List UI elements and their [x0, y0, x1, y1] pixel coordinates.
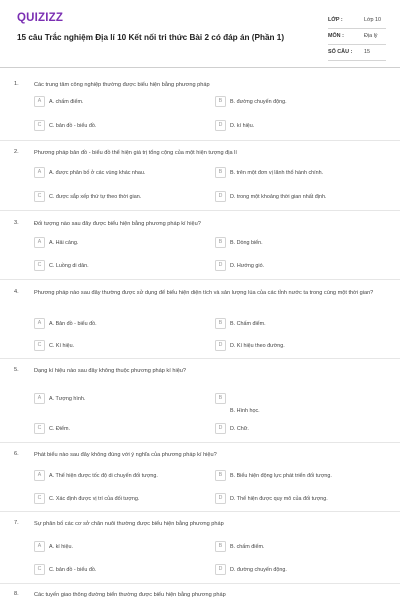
option-letter-box: D	[215, 120, 226, 131]
question-number: 2.	[14, 149, 19, 155]
question-number: 6.	[14, 451, 19, 457]
option-text: A. Bản đồ - biểu đồ.	[49, 320, 97, 327]
option-text: A. kí hiệu.	[49, 543, 73, 550]
question-text: Các trung tâm công nghiệp thường được biểu hiện bằng phương pháp	[34, 82, 210, 88]
meta-value: Lớp 10	[364, 17, 382, 23]
divider	[0, 358, 400, 359]
option-text: B. Biểu hiện động lực phát triển đối tượng.	[230, 472, 332, 479]
question-text: Phát biểu nào sau đây không đúng với ý nghĩa của phương pháp kí hiệu?	[34, 452, 217, 458]
meta-row-count	[328, 45, 386, 61]
divider	[0, 583, 400, 584]
option-letter-box: A	[34, 393, 45, 404]
option-letter-box: C	[34, 260, 45, 271]
option-letter-box: C	[34, 191, 45, 202]
option-text: B. trên một đơn vị lãnh thổ hành chính.	[230, 169, 324, 176]
option-text: B. đường chuyển động.	[230, 98, 287, 105]
option-letter-box: B	[215, 541, 226, 552]
option-text: D. Chữ.	[230, 425, 249, 432]
option-letter-box: A	[34, 470, 45, 481]
option-letter-box: B	[215, 393, 226, 404]
question-text: Phương pháp nào sau đây thường được sử dụng để biểu hiện diện tích và sản lượng lúa của các tỉnh nước ta trong cùng một thời gian?	[34, 290, 374, 296]
option-letter-box: D	[215, 191, 226, 202]
question-number: 3.	[14, 220, 19, 226]
option-text: B. Chấm điểm.	[230, 320, 266, 327]
option-letter-box: C	[34, 120, 45, 131]
option-text: C. Kí hiệu.	[49, 342, 75, 349]
option-text: A. Thể hiện được tốc độ di chuyển đối tượng.	[49, 472, 158, 479]
option-letter-box: C	[34, 564, 45, 575]
option-letter-box: D	[215, 564, 226, 575]
option-letter-box: D	[215, 423, 226, 434]
quizizz-logo: QUIZIZZ	[17, 12, 64, 24]
option-letter-box: B	[215, 96, 226, 107]
option-letter-box: A	[34, 167, 45, 178]
divider	[0, 210, 400, 211]
meta-value: 15	[364, 49, 370, 55]
question-number: 8.	[14, 591, 19, 597]
option-letter-box: D	[215, 260, 226, 271]
option-letter-box: D	[215, 340, 226, 351]
question-text: Sự phân bố các cơ sở chăn nuôi thường được biểu hiện bằng phương pháp	[34, 521, 224, 527]
option-text: C. Xác định được vị trí của đối tượng.	[49, 495, 140, 502]
option-letter-box: A	[34, 318, 45, 329]
page-header	[0, 0, 400, 68]
meta-label: MÔN :	[328, 33, 344, 39]
option-letter-box: C	[34, 340, 45, 351]
question-text: Dạng kí hiệu nào sau đây không thuộc phương pháp kí hiệu?	[34, 368, 187, 374]
question-text: Đối tượng nào sau đây được biểu hiện bằng phương pháp kí hiệu?	[34, 221, 201, 227]
option-text: D. đường chuyển động.	[230, 566, 287, 573]
divider	[0, 140, 400, 141]
option-text: A. Tượng hình.	[49, 395, 86, 402]
option-text: D. kí hiệu.	[230, 122, 255, 129]
document-title: 15 câu Trắc nghiệm Địa lí 10 Kết nối tri thức Bài 2 có đáp án (Phần 1)	[17, 33, 285, 42]
question-number: 4.	[14, 289, 19, 295]
question-text: Các tuyến giao thông đường biển thường được biểu hiện bằng phương pháp	[34, 592, 226, 598]
option-text: A. Hải cảng.	[49, 239, 79, 246]
option-letter-box: A	[34, 96, 45, 107]
option-text: C. Điểm.	[49, 425, 70, 432]
divider	[0, 442, 400, 443]
question-number: 1.	[14, 81, 19, 87]
option-text: C. bản đồ - biểu đồ.	[49, 122, 97, 129]
option-letter-box: A	[34, 541, 45, 552]
option-text: D. Kí hiệu theo đường.	[230, 342, 285, 349]
meta-panel	[328, 13, 386, 61]
option-letter-box: B	[215, 318, 226, 329]
option-text: C. Luồng di dân.	[49, 262, 89, 269]
option-text: D. Hướng gió.	[230, 262, 265, 269]
option-text: C. được sắp xếp thứ tự theo thời gian.	[49, 193, 142, 200]
option-text: B. Dòng biển.	[230, 239, 263, 246]
meta-value: Địa lý	[364, 33, 378, 39]
meta-row-subject	[328, 29, 386, 45]
meta-label: LỚP :	[328, 17, 343, 23]
option-text: D. trong một khoảng thời gian nhất định.	[230, 193, 327, 200]
question-number: 7.	[14, 520, 19, 526]
option-text: B. Hình học.	[230, 408, 260, 414]
meta-label: SỐ CÂU :	[328, 49, 353, 55]
option-letter-box: B	[215, 470, 226, 481]
option-letter-box: A	[34, 237, 45, 248]
option-letter-box: D	[215, 493, 226, 504]
question-number: 5.	[14, 367, 19, 373]
option-text: A. được phân bố ở các vùng khác nhau.	[49, 169, 146, 176]
option-letter-box: C	[34, 493, 45, 504]
option-text: A. chấm điểm.	[49, 98, 84, 105]
divider	[0, 511, 400, 512]
option-text: C. bản đồ - biểu đồ.	[49, 566, 97, 573]
option-letter-box: C	[34, 423, 45, 434]
option-text: B. chấm điểm.	[230, 543, 265, 550]
option-text: D. Thể hiện được quy mô của đối tượng.	[230, 495, 328, 502]
option-letter-box: B	[215, 167, 226, 178]
meta-row-class	[328, 13, 386, 29]
divider	[0, 279, 400, 280]
option-letter-box: B	[215, 237, 226, 248]
question-text: Phương pháp bản đồ - biểu đồ thể hiện giá trị tổng cộng của một hiện tượng địa lí	[34, 150, 237, 156]
